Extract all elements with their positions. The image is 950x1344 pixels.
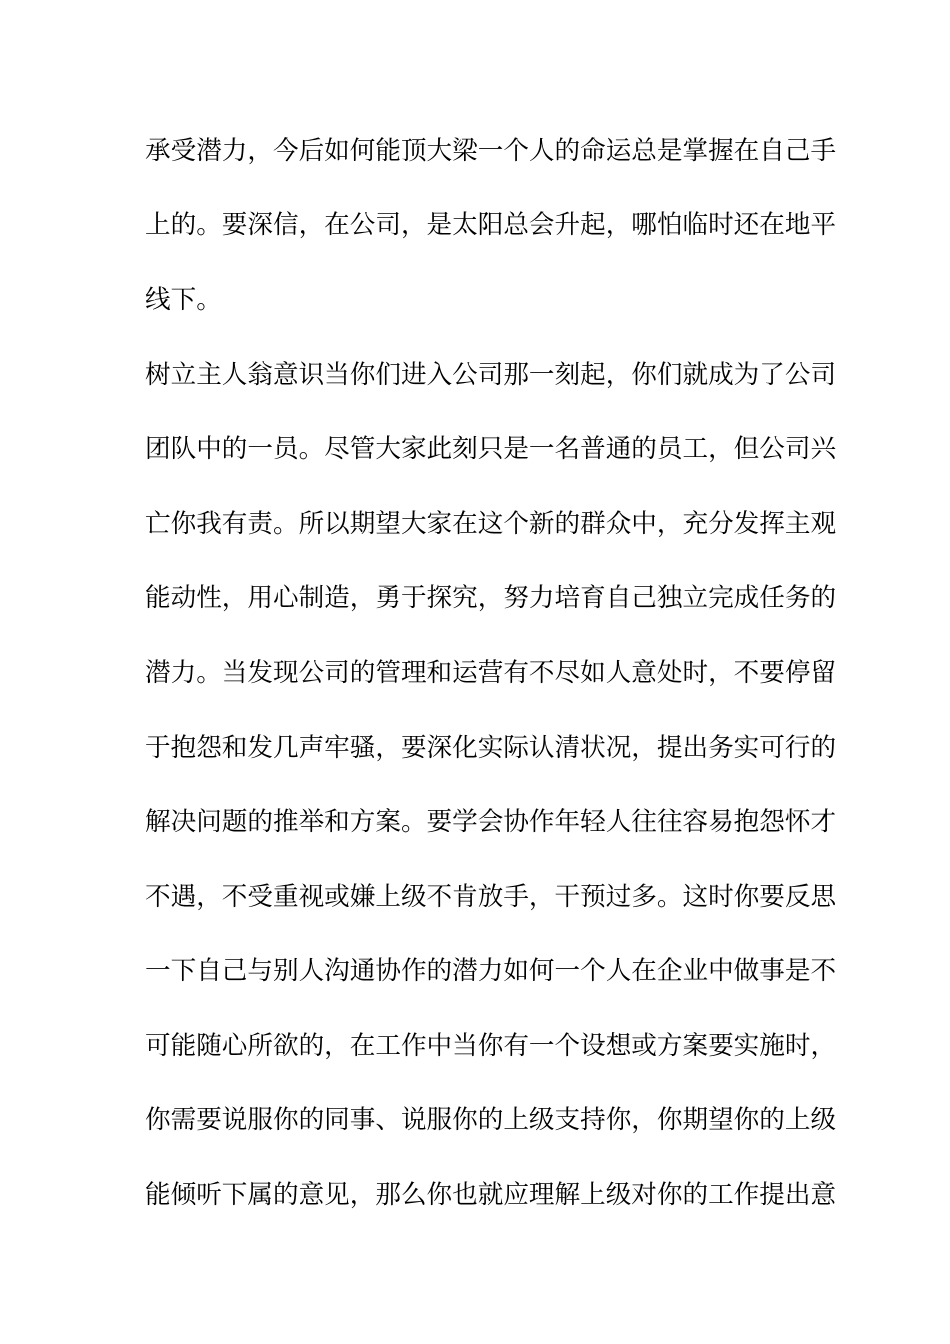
- text-line: 潜力。当发现公司的管理和运营有不尽如人意处时，不要停留: [145, 658, 837, 688]
- text-line: 一下自己与别人沟通协作的潜力如何一个人在企业中做事是不: [145, 956, 837, 986]
- text-line: 解决问题的推举和方案。要学会协作年轻人往往容易抱怨怀才: [145, 807, 837, 837]
- text-line: 线下。: [145, 285, 222, 315]
- text-line: 上的。要深信，在公司，是太阳总会升起，哪怕临时还在地平: [145, 210, 837, 240]
- text-line: 不遇，不受重视或嫌上级不肯放手，干预过多。这时你要反思: [145, 882, 837, 912]
- text-line: 承受潜力，今后如何能顶大梁一个人的命运总是掌握在自己手: [145, 136, 837, 166]
- text-line: 于抱怨和发几声牢骚，要深化实际认清状况，提出务实可行的: [145, 733, 837, 763]
- text-line: 团队中的一员。尽管大家此刻只是一名普通的员工，但公司兴: [145, 434, 837, 464]
- text-line: 可能随心所欲的，在工作中当你有一个设想或方案要实施时，: [145, 1031, 837, 1061]
- text-line: 你需要说服你的同事、说服你的上级支持你，你期望你的上级: [145, 1105, 837, 1135]
- text-line: 树立主人翁意识当你们进入公司那一刻起，你们就成为了公司: [145, 360, 837, 390]
- text-line: 能动性，用心制造，勇于探究，努力培育自己独立完成任务的: [145, 583, 837, 613]
- text-line: 能倾听下属的意见，那么你也就应理解上级对你的工作提出意: [145, 1180, 837, 1210]
- text-line: 亡你我有责。所以期望大家在这个新的群众中，充分发挥主观: [145, 509, 837, 539]
